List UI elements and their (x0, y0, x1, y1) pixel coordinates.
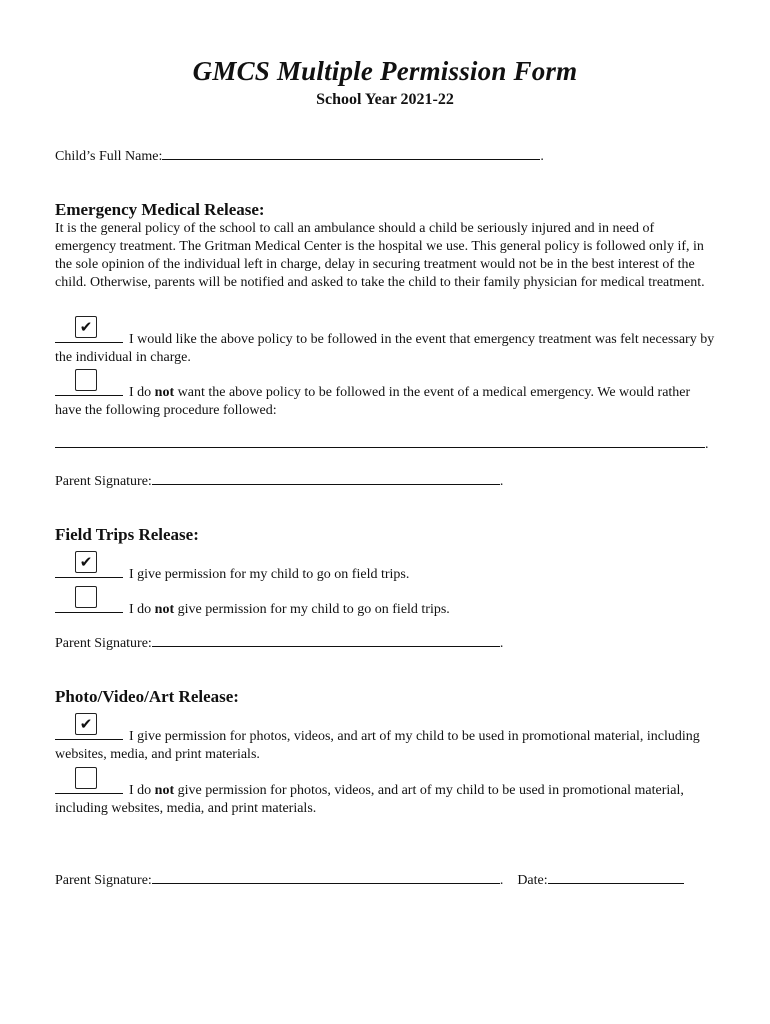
child-name-suffix: . (540, 149, 544, 164)
photo-signature-label: Parent Signature: (55, 873, 152, 888)
medical-no-emphasis: not (154, 385, 175, 400)
procedure-row (55, 434, 709, 454)
photo-signature-row (55, 870, 684, 890)
photo-no-checkbox[interactable] (75, 767, 97, 789)
photo-date-field[interactable] (548, 870, 684, 884)
medical-signature-field[interactable] (152, 471, 500, 485)
photo-signature-suffix: . (499, 873, 504, 888)
field-trips-signature-label: Parent Signature: (55, 636, 152, 651)
field-trips-signature-suffix: . (499, 636, 504, 651)
photo-yes-checkbox[interactable]: ✔ (75, 713, 97, 735)
form-title: GMCS Multiple Permission Form (192, 56, 578, 86)
photo-yes-text: I give permission for photos, videos, and art of my child to be used in promotional material, including websites, media, and print materials. (55, 729, 700, 762)
photo-option-yes (55, 715, 720, 764)
field-trips-no-checkbox[interactable] (75, 586, 97, 608)
medical-option-yes (55, 318, 720, 367)
medical-signature-label: Parent Signature: (55, 474, 152, 489)
photo-no-text-after: give permission for photos, videos, and art of my child to be used in promotional material, including websites, media, and print materials. (55, 783, 684, 816)
field-trips-option-yes (55, 553, 720, 584)
photo-no-blank (55, 779, 123, 794)
medical-signature-suffix: . (499, 474, 504, 489)
child-name-label: Child’s Full Name: (55, 149, 163, 164)
photo-option-no (55, 779, 720, 818)
field-trips-yes-checkbox[interactable]: ✔ (75, 551, 97, 573)
procedure-suffix: . (705, 437, 709, 452)
field-trips-no-emphasis: not (154, 602, 175, 617)
child-name-row (55, 146, 544, 166)
field-trips-signature-field[interactable] (152, 633, 500, 647)
medical-no-text-before: I do (129, 385, 155, 400)
field-trips-no-text-after: give permission for my child to go on field trips. (174, 602, 450, 617)
medical-no-text-after: want the above policy to be followed in the event of a medical emergency. We would rather have the following procedure followed: (55, 385, 691, 418)
medical-no-checkbox[interactable] (75, 369, 97, 391)
field-trips-no-blank (55, 598, 123, 613)
child-name-field[interactable] (162, 146, 540, 160)
photo-no-text-before: I do (129, 783, 155, 798)
medical-signature-row (55, 471, 503, 491)
medical-yes-blank (55, 318, 123, 343)
field-trips-yes-blank (55, 553, 123, 578)
field-trips-yes-text: I give permission for my child to go on field trips. (129, 567, 410, 582)
photo-release-heading: Photo/Video/Art Release: (55, 687, 239, 706)
procedure-field[interactable] (55, 434, 705, 448)
field-trips-option-no (55, 598, 720, 619)
school-year-subtitle: School Year 2021-22 (316, 91, 454, 108)
photo-no-emphasis: not (154, 783, 175, 798)
photo-signature-field[interactable] (152, 870, 500, 884)
medical-yes-checkbox[interactable]: ✔ (75, 316, 97, 338)
photo-yes-blank (55, 715, 123, 740)
field-trips-signature-row (55, 633, 503, 653)
photo-date-label: Date: (517, 873, 548, 888)
medical-no-blank (55, 381, 123, 396)
medical-policy-paragraph: It is the general policy of the school to call an ambulance should a child be seriously injured and in need of emergency treatment. The Gritman Medical Center is the hospital we use. This general policy is followed only if, in the sole opinion of the individual left in charge, delay in securing treatment would not be in the best interest of the child. Otherwise, parents will be notified and asked to take the child to their family physician for medical treatment. (55, 221, 705, 290)
field-trips-no-text-before: I do (129, 602, 155, 617)
field-trips-heading: Field Trips Release: (55, 525, 199, 544)
medical-release-heading: Emergency Medical Release: (55, 200, 265, 219)
medical-option-no (55, 381, 720, 420)
medical-yes-text: I would like the above policy to be followed in the event that emergency treatment was felt necessary by the individual in charge. (55, 332, 715, 365)
